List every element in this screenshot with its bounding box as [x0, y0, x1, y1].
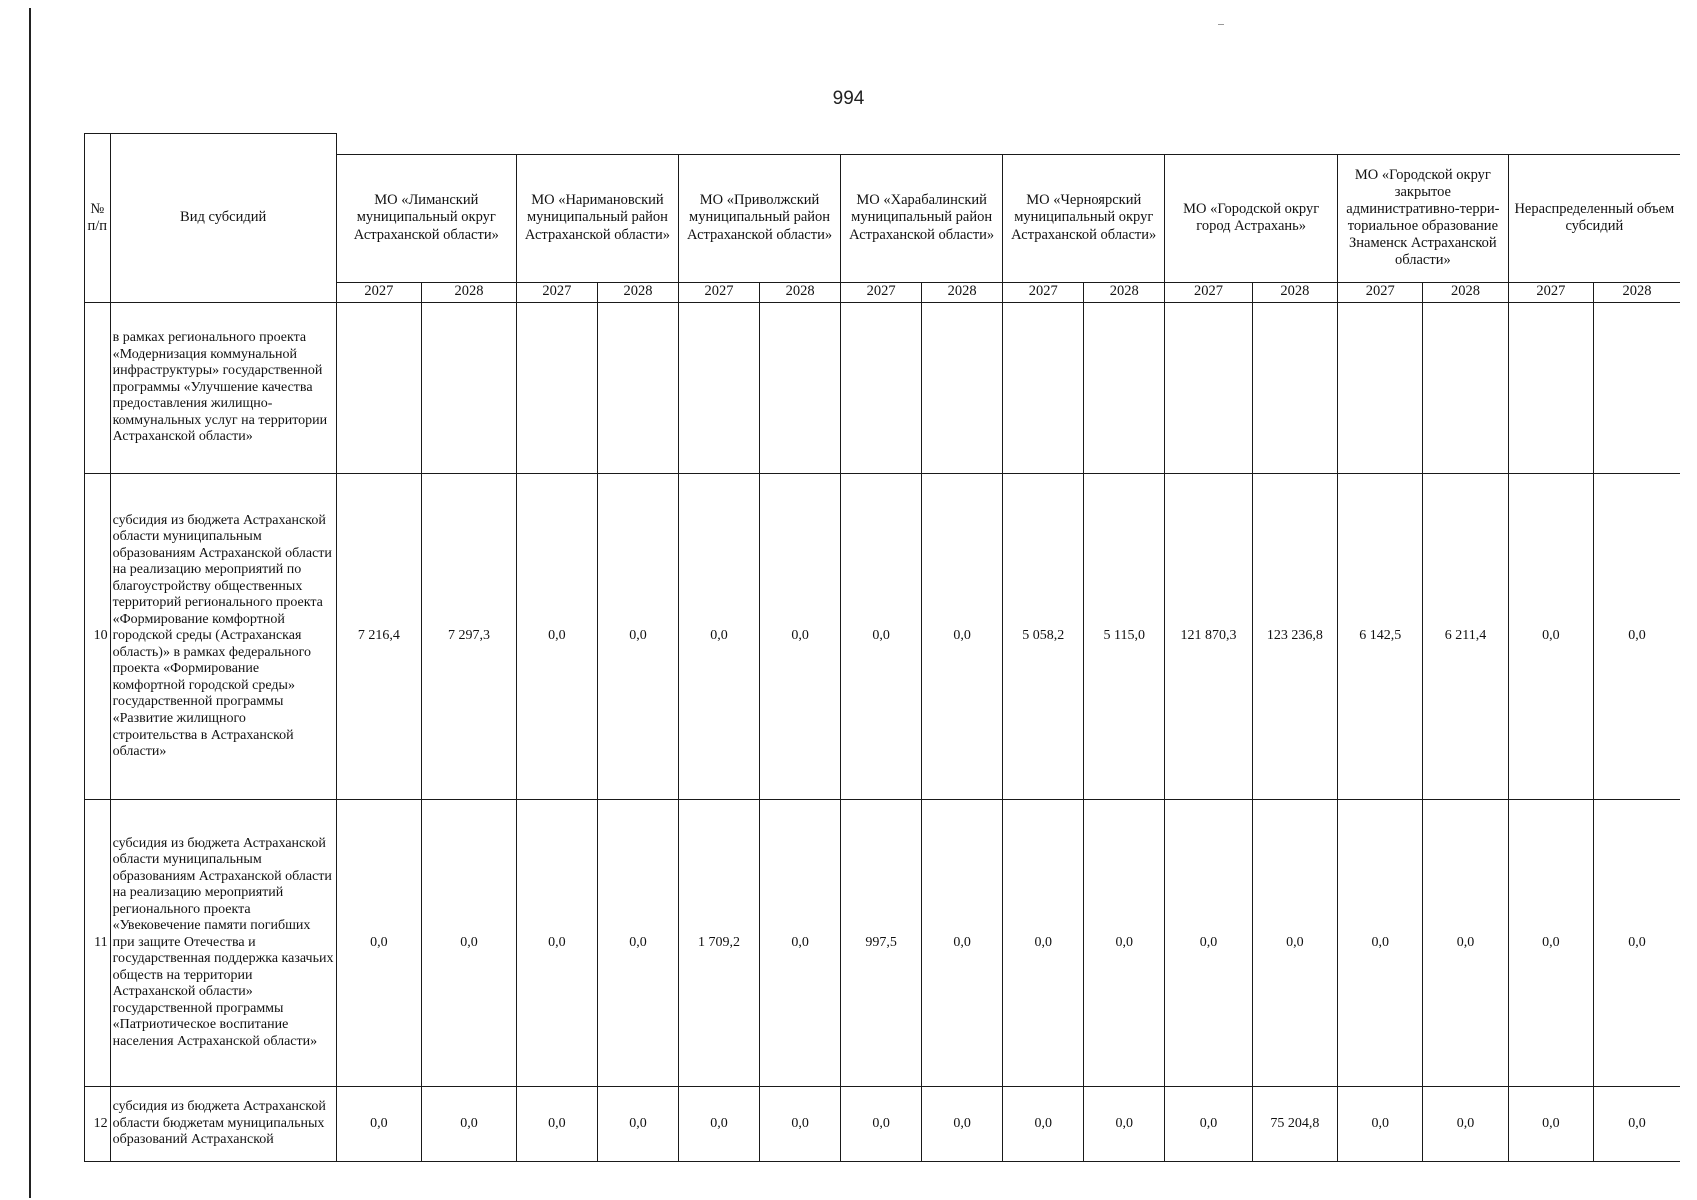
subsidy-table [84, 133, 1680, 1162]
row-description: субсидия из бюджета Астраханской области муниципальным образованиям Астраханской области на реализацию мероприятий по благоустройству общественных территорий регионального проекта «Формирование комфортной городской среды (Астраханская область)» в рамках федерального проекта «Формирование комфортной городской среды» государственной программы «Развитие жилищного строительства в Астраханской области» [110, 474, 336, 800]
year-header: 2027 [1165, 282, 1252, 302]
header-top-row [85, 134, 1681, 155]
col-num-header: № п/п [85, 134, 111, 303]
value-cell: 0,0 [1084, 799, 1165, 1086]
value-cell: 0,0 [760, 799, 841, 1086]
value-cell: 0,0 [922, 799, 1003, 1086]
value-cell [1084, 302, 1165, 474]
value-cell: 0,0 [516, 799, 597, 1086]
municipality-header: МО «Приволжский муниципальный район Астраханской области» [679, 154, 841, 282]
year-header: 2027 [841, 282, 922, 302]
year-header: 2028 [1423, 282, 1508, 302]
scan-speck [1218, 24, 1224, 25]
table-row [85, 1087, 1681, 1162]
value-cell [1508, 302, 1593, 474]
value-cell: 75 204,8 [1252, 1087, 1337, 1162]
row-description: субсидия из бюджета Астраханской области муниципальным образованиям Астраханской области на реализацию мероприятий регионального проекта «Увековечение памяти погибших при защите Отечества и государственная поддержка казачьих обществ на территории Астраханской области» государственной программы «Патриотическое воспитание населения Астраханской области» [110, 799, 336, 1086]
value-cell: 0,0 [1003, 1087, 1084, 1162]
value-cell: 0,0 [922, 474, 1003, 800]
table-row [85, 302, 1681, 474]
value-cell: 0,0 [1165, 1087, 1252, 1162]
value-cell [1252, 302, 1337, 474]
value-cell: 0,0 [1338, 1087, 1423, 1162]
municipality-header: МО «Лиманский муниципальный округ Астраханской области» [336, 154, 516, 282]
value-cell: 0,0 [1165, 799, 1252, 1086]
value-cell: 0,0 [922, 1087, 1003, 1162]
value-cell: 0,0 [516, 474, 597, 800]
value-cell: 0,0 [336, 1087, 421, 1162]
value-cell [597, 302, 678, 474]
value-cell [516, 302, 597, 474]
year-header: 2027 [1003, 282, 1084, 302]
value-cell [1423, 302, 1508, 474]
municipality-header: МО «Черноярский муниципальный округ Астраханской области» [1003, 154, 1165, 282]
value-cell: 0,0 [1508, 1087, 1593, 1162]
value-cell: 7 297,3 [422, 474, 517, 800]
value-cell: 0,0 [1084, 1087, 1165, 1162]
value-cell: 0,0 [336, 799, 421, 1086]
header-blank-band [336, 134, 1680, 155]
value-cell: 0,0 [679, 474, 760, 800]
value-cell: 0,0 [1508, 799, 1593, 1086]
row-number: 12 [85, 1087, 111, 1162]
year-header: 2028 [922, 282, 1003, 302]
value-cell [1165, 302, 1252, 474]
year-header: 2028 [1593, 282, 1680, 302]
value-cell: 997,5 [841, 799, 922, 1086]
value-cell: 0,0 [422, 1087, 517, 1162]
year-header: 2027 [1338, 282, 1423, 302]
municipality-header: МО «Городской округ закрытое административно-территориальное образование Знаменск Астраханской области» [1338, 154, 1509, 282]
value-cell: 0,0 [760, 474, 841, 800]
table-row [85, 474, 1681, 800]
margin-line [29, 8, 31, 1198]
row-number [85, 302, 111, 474]
value-cell [422, 302, 517, 474]
value-cell [679, 302, 760, 474]
value-cell: 5 115,0 [1084, 474, 1165, 800]
value-cell: 0,0 [760, 1087, 841, 1162]
value-cell: 0,0 [1338, 799, 1423, 1086]
value-cell: 0,0 [1252, 799, 1337, 1086]
value-cell [922, 302, 1003, 474]
table-row [85, 799, 1681, 1086]
page-number: 994 [832, 88, 865, 109]
value-cell: 121 870,3 [1165, 474, 1252, 800]
table-body [85, 302, 1681, 1162]
row-description: субсидия из бюджета Астраханской области бюджетам муниципальных образований Астраханской [110, 1087, 336, 1162]
value-cell [760, 302, 841, 474]
value-cell: 0,0 [1593, 1087, 1680, 1162]
value-cell: 0,0 [516, 1087, 597, 1162]
row-number: 11 [85, 799, 111, 1086]
value-cell: 0,0 [1423, 1087, 1508, 1162]
municipality-header: МО «Наримановский муниципальный район Астраханской области» [516, 154, 678, 282]
year-header: 2028 [760, 282, 841, 302]
value-cell: 0,0 [597, 799, 678, 1086]
value-cell [1003, 302, 1084, 474]
year-header: 2027 [516, 282, 597, 302]
value-cell: 0,0 [1423, 799, 1508, 1086]
year-header: 2027 [1508, 282, 1593, 302]
municipality-header: МО «Харабалинский муниципальный район Астраханской области» [841, 154, 1003, 282]
value-cell: 6 142,5 [1338, 474, 1423, 800]
municipality-header: МО «Городской округ город Астрахань» [1165, 154, 1338, 282]
year-header: 2027 [336, 282, 421, 302]
value-cell [1338, 302, 1423, 474]
value-cell: 5 058,2 [1003, 474, 1084, 800]
value-cell [1593, 302, 1680, 474]
value-cell: 0,0 [679, 1087, 760, 1162]
value-cell [336, 302, 421, 474]
value-cell [841, 302, 922, 474]
year-header: 2028 [1084, 282, 1165, 302]
year-header: 2028 [422, 282, 517, 302]
value-cell: 0,0 [841, 1087, 922, 1162]
value-cell: 0,0 [1593, 474, 1680, 800]
year-header: 2027 [679, 282, 760, 302]
value-cell: 0,0 [1003, 799, 1084, 1086]
value-cell: 0,0 [597, 1087, 678, 1162]
col-type-header: Вид субсидий [110, 134, 336, 303]
value-cell: 0,0 [422, 799, 517, 1086]
value-cell: 123 236,8 [1252, 474, 1337, 800]
row-description: в рамках регионального проекта «Модернизация коммунальной инфраструктуры» государственной программы «Улучшение качества предоставления жилищно-коммунальных услуг на территории Астраханской области» [110, 302, 336, 474]
value-cell: 0,0 [597, 474, 678, 800]
value-cell: 0,0 [1593, 799, 1680, 1086]
value-cell: 1 709,2 [679, 799, 760, 1086]
year-header: 2028 [597, 282, 678, 302]
value-cell: 7 216,4 [336, 474, 421, 800]
municipality-header: Нераспределенный объем субсидий [1508, 154, 1680, 282]
value-cell: 0,0 [841, 474, 922, 800]
value-cell: 0,0 [1508, 474, 1593, 800]
row-number: 10 [85, 474, 111, 800]
year-header: 2028 [1252, 282, 1337, 302]
value-cell: 6 211,4 [1423, 474, 1508, 800]
